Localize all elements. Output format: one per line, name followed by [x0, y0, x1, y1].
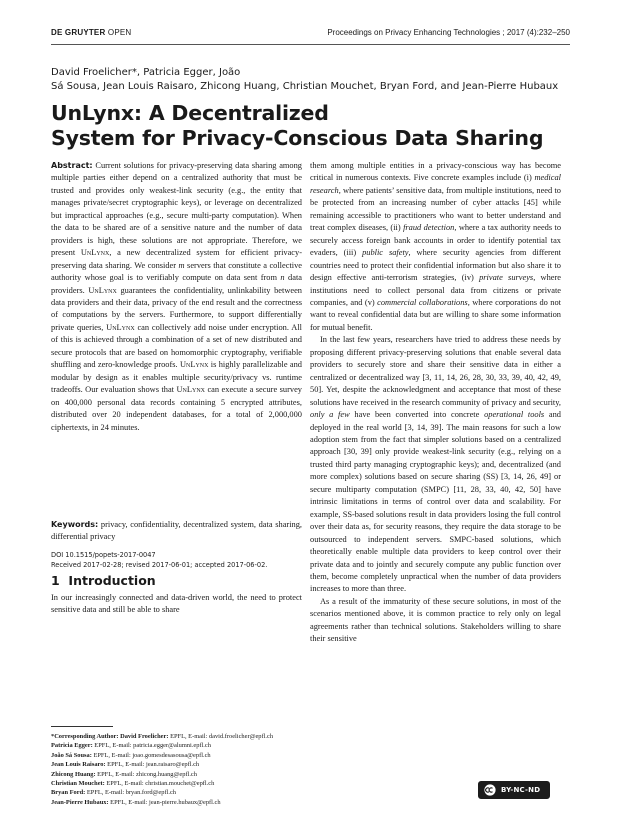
creative-commons-icon	[483, 783, 497, 797]
received-dates: Received 2017-02-28; revised 2017-06-01; accepted 2017-06-02.	[51, 561, 268, 569]
footnote: João Sá Sousa: EPFL, E-mail: joao.gomesdesasousa@epfl.ch	[51, 751, 211, 759]
abstract-label: Abstract:	[51, 161, 93, 170]
author-line: David Froelicher*, Patricia Egger, João	[51, 67, 241, 78]
keywords	[51, 519, 302, 544]
body-paragraph: In the last few years, researchers have tried to address these needs by proposing different privacy-preserving solutions that enable several data providers to securely store and share their sensitive data in either a centralized or decentralized way [3, 11, 14, 26, 28, 30, 33, 39, 40, 42, 49, 50]. Yet, despite the acknowledgment and acceptance that most of these solutions have received in the research community of privacy and security, only a few have been converted into concrete operational tools and deployed in the real world [3, 14, 39]. The main reasons for such a low adoption stem from the fact that simpler solutions based on a centralized approach [30, 39] only provide weakest-link security (e.g., relying on a trusted third party managing cryptographic keys); and, decentralized (and more complex) solutions based on secure sharing (SS) [3, 14, 26, 49] or secure multiparty computation (SMPC) [11, 28, 33, 40, 42, 50] have intrinsic limitations in terms of control over data and scalability. For example, SS-based solutions result in data providers losing the full control over their data as, for security reasons, they require the data storage to be outsourced to independent servers. SMPC-based solutions, which theoretically enable multiple data providers to keep control over their private data and to jointly and securely compute any public function over them, become completely unpractical when the number of data providers increases to more than three.	[310, 335, 561, 594]
footnote: Bryan Ford: EPFL, E-mail: bryan.ford@epfl.ch	[51, 789, 176, 797]
license-text: BY-NC-ND	[501, 786, 541, 794]
intro-paragraph: In our increasingly connected and data-driven world, the need to protect sensitive data and still be able to share	[51, 593, 302, 615]
section-number: 1	[51, 573, 60, 588]
body-paragraph: them among multiple entities in a privacy-conscious way has become critical in numerous contexts. Five concrete examples include (i) medical research, where patients’ sensitive data, from multiple institutions, need to be protected from an increasing number of cyber attacks [45] while remaining accessible to practitioners who want to better understand and treat complex diseases, (ii) fraud detection, where a tax authority needs to securely access foreign bank accounts in order to identify potential tax evaders, (iii) public safety, where security agencies from different countries need to protect their confidential information but also share it to design effective anti-terrorism strategies, (iv) private surveys, where institutions need to collect personal data from citizens or private companies, and (v) commercial collaborations, where corporations do not want to reveal confidential data but are willing to share some information for mutual benefit.	[310, 161, 562, 332]
system-name: UnLynx	[179, 360, 209, 370]
keywords-label: Keywords:	[51, 520, 99, 529]
system-name: UnLynx	[106, 322, 135, 332]
footnote-rule	[51, 726, 113, 727]
introduction-body	[310, 160, 561, 646]
journal-citation: Proceedings on Privacy Enhancing Technologies ; 2017 (4):232–250	[327, 28, 570, 37]
footnotes	[51, 732, 302, 807]
abstract-paragraph: Abstract: Current solutions for privacy-preserving data sharing among multiple parties either depend on a centralized authority that must be trusted and provides only weakest-link security (e.g., the entity that manages private/secret cryptographic keys), or leverage on decentralized but impractical approaches (e.g., secure multi-party computation). When the data to be shared are of a sensitive nature and the number of data providers is high, these solutions are not appropriate. Therefore, we present UnLynx, a new decentralized system for efficient privacy-preserving data sharing. We consider m servers that constitute a collective authority whose goal is to verifiably compute on data sent from n data providers. UnLynx guarantees the confidentiality, unlinkability between data providers and their data, privacy of the end result and the correctness of computations by the servers. Furthermore, to support differentially private queries, UnLynx can collectively add noise under encryption. All of this is achieved through a combination of a set of new distributed and secure protocols that are based on homomorphic cryptography, verifiable shuffling and zero-knowledge proofs. UnLynx is highly parallelizable and modular by design as it enables multiple security/privacy vs. runtime tradeoffs. Our evaluation shows that UnLynx can execute a secure survey on 400,000 personal data records containing 5 encrypted attributes, distributed over 20 independent databases, for a total of 2,000,000 ciphertexts, in 24 minutes.	[51, 161, 303, 432]
footnote: Christian Mouchet: EPFL, E-mail: christian.mouchet@epfl.ch	[51, 780, 215, 788]
section-heading	[51, 573, 156, 588]
doi: DOI 10.1515/popets-2017-0047	[51, 551, 156, 559]
footnote: Zhicong Huang: EPFL, E-mail: zhicong.huang@epfl.ch	[51, 770, 197, 778]
footnote: Jean-Pierre Hubaux: EPFL, E-mail: jean-pierre.hubaux@epfl.ch	[51, 798, 221, 806]
footnote: Patricia Egger: EPFL, E-mail: patricia.egger@alumni.epfl.ch	[51, 742, 211, 750]
header-rule	[51, 44, 570, 45]
title-line: System for Privacy-Conscious Data Sharing	[51, 126, 544, 150]
abstract	[51, 160, 302, 434]
system-name: UnLynx	[80, 248, 110, 258]
running-header	[51, 28, 570, 40]
section-title: Introduction	[68, 573, 156, 588]
keywords-text: privacy, confidentiality, decentralized system, data sharing, differential privacy	[51, 520, 302, 542]
footnote: Jean Louis Raisaro: EPFL, E-mail: jean.raisaro@epfl.ch	[51, 761, 200, 769]
footnote: *Corresponding Author: David Froelicher: EPFL, E-mail: david.froelicher@epfl.ch	[51, 733, 274, 740]
author-list	[51, 66, 576, 94]
title-line: UnLynx: A Decentralized	[51, 101, 329, 125]
body-paragraph: As a result of the immaturity of these secure solutions, in most of the scenarios mentioned above, it is common practice to rely only on legal agreements rather than technical solutions. Stakeholders willing to share their sensitive	[310, 596, 561, 644]
license-badge[interactable]	[478, 781, 550, 799]
publisher-name: DE GRUYTER OPEN	[51, 28, 132, 37]
system-name: UnLynx	[88, 285, 117, 295]
author-line: Sá Sousa, Jean Louis Raisaro, Zhicong Huang, Christian Mouchet, Bryan Ford, and Jean-Pierre Hubaux	[51, 81, 559, 92]
system-name: UnLynx	[176, 385, 205, 395]
paper-title	[51, 101, 576, 151]
